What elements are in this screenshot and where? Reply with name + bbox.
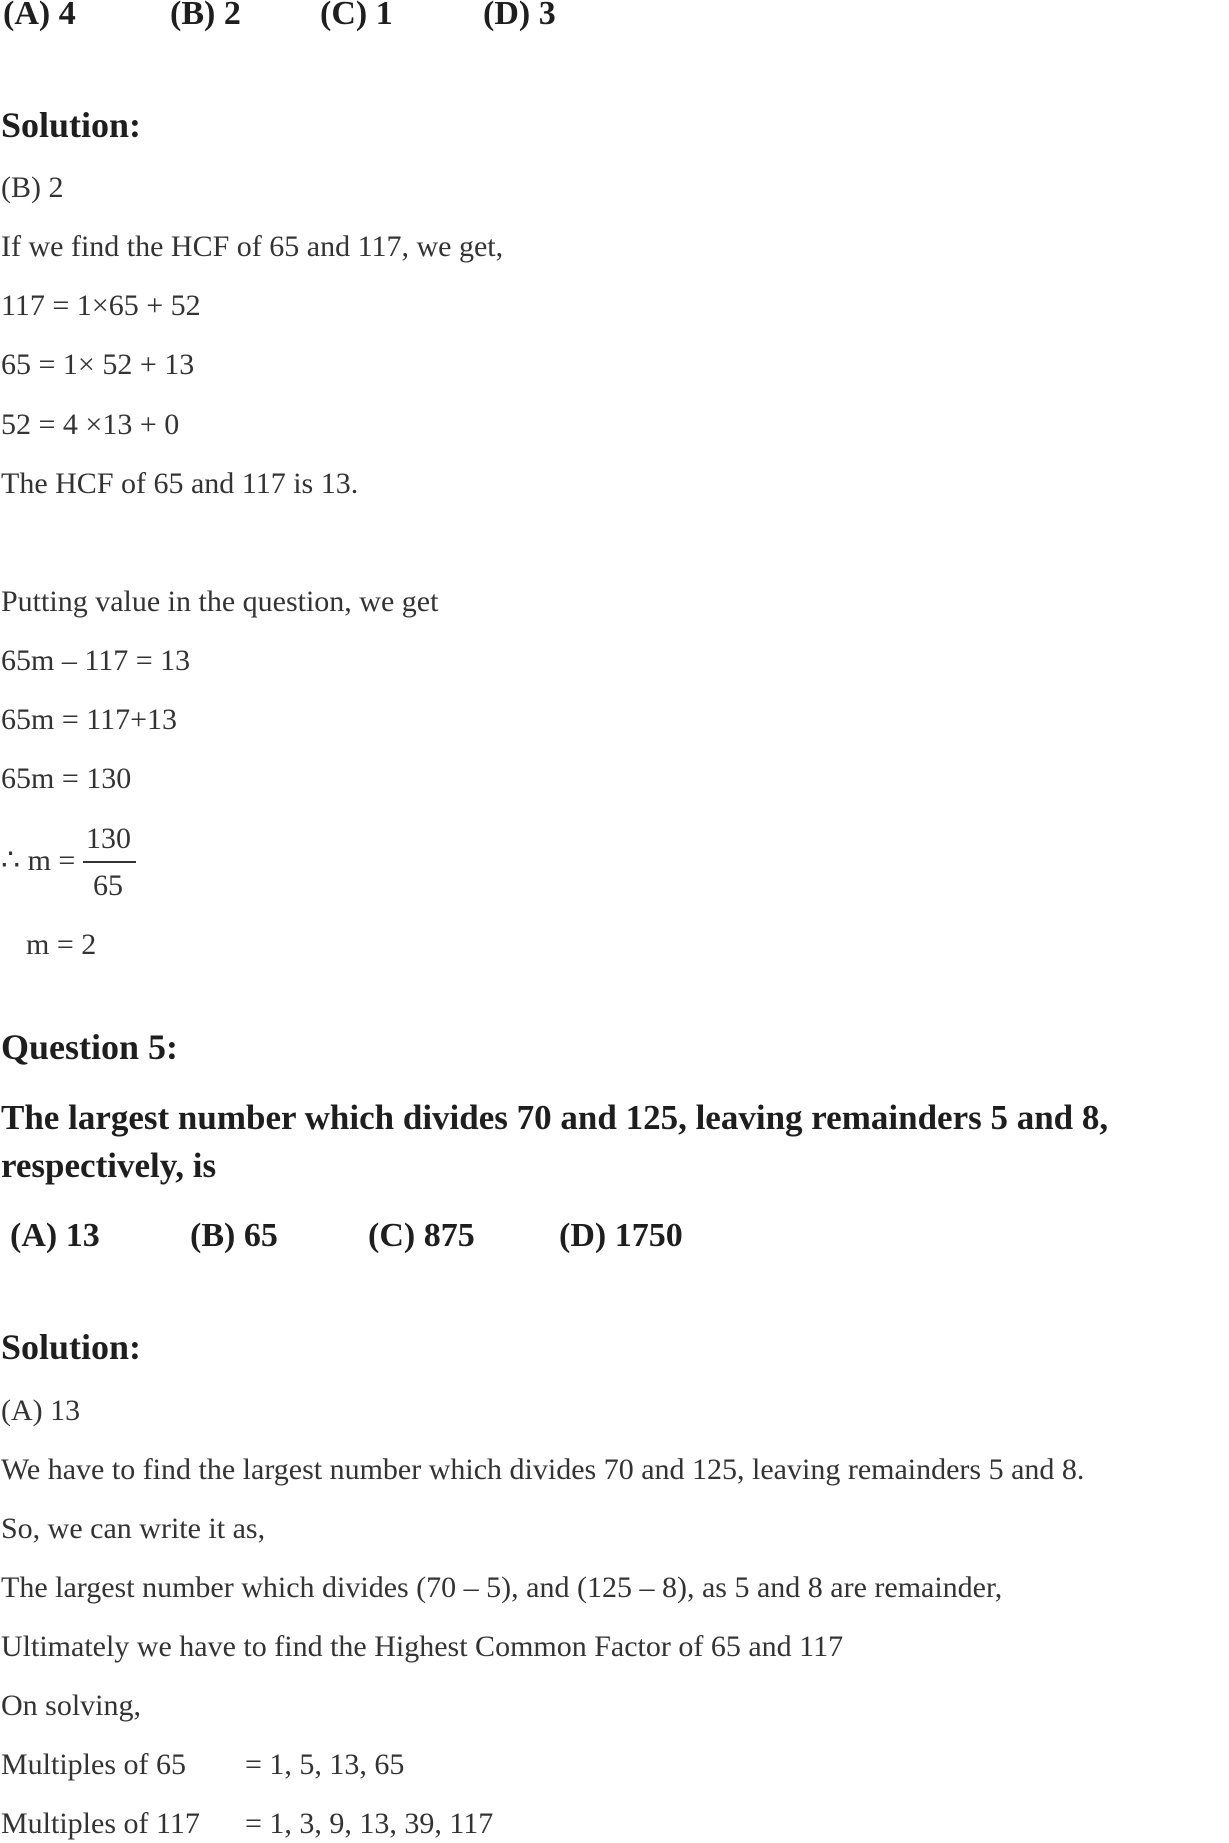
fraction-bar [83, 861, 136, 863]
solution-line: 65m = 117+13 [1, 703, 178, 736]
fraction-denominator: 65 [93, 869, 123, 902]
solution-line: We have to find the largest number which divides 70 and 125, leaving remainders 5 and 8. [1, 1453, 1085, 1486]
solution-line: So, we can write it as, [1, 1512, 266, 1545]
fraction-prefix: ∴ m = [1, 844, 76, 877]
multiples-label: Multiples of 65 [1, 1748, 186, 1781]
option-b: (B) 65 [190, 1217, 278, 1254]
option-b: (B) 2 [170, 0, 241, 32]
solution-line: The HCF of 65 and 117 is 13. [1, 467, 359, 500]
option-d: (D) 1750 [559, 1217, 683, 1254]
answer-text: (A) 13 [1, 1394, 81, 1427]
solution-line: On solving, [1, 1689, 142, 1722]
solution-line: Putting value in the question, we get [1, 585, 439, 618]
multiples-value: = 1, 3, 9, 13, 39, 117 [245, 1807, 494, 1840]
solution-line: 65m = 130 [1, 762, 132, 795]
option-a: (A) 4 [3, 0, 76, 32]
solution-line: 52 = 4 ×13 + 0 [1, 408, 180, 441]
prev-options [3, 0, 603, 34]
fraction-numerator: 130 [86, 822, 131, 855]
solution-heading: Solution: [1, 1327, 142, 1367]
solution-heading: Solution: [1, 105, 142, 145]
solution-line: 65m – 117 = 13 [1, 644, 191, 677]
option-c: (C) 875 [368, 1217, 475, 1254]
solution-line: 65 = 1× 52 + 13 [1, 348, 195, 381]
multiples-value: = 1, 5, 13, 65 [245, 1748, 405, 1781]
multiples-label: Multiples of 117 [1, 1807, 200, 1840]
solution-line: 117 = 1×65 + 52 [1, 289, 201, 322]
question-options [10, 1216, 730, 1256]
option-a: (A) 13 [10, 1217, 100, 1254]
option-d: (D) 3 [483, 0, 556, 32]
solution-line: The largest number which divides (70 – 5), and (125 – 8), as 5 and 8 are remainder, [1, 1571, 1003, 1604]
solution-line: Ultimately we have to find the Highest Common Factor of 65 and 117 [1, 1630, 844, 1663]
solution-line: If we find the HCF of 65 and 117, we get, [1, 230, 504, 263]
question-text: The largest number which divides 70 and 125, leaving remainders 5 and 8, [1, 1098, 1109, 1137]
question-text: respectively, is [1, 1146, 217, 1185]
option-c: (C) 1 [320, 0, 393, 32]
question-heading: Question 5: [1, 1027, 179, 1067]
result-text: m = 2 [26, 928, 97, 961]
answer-text: (B) 2 [1, 171, 64, 204]
